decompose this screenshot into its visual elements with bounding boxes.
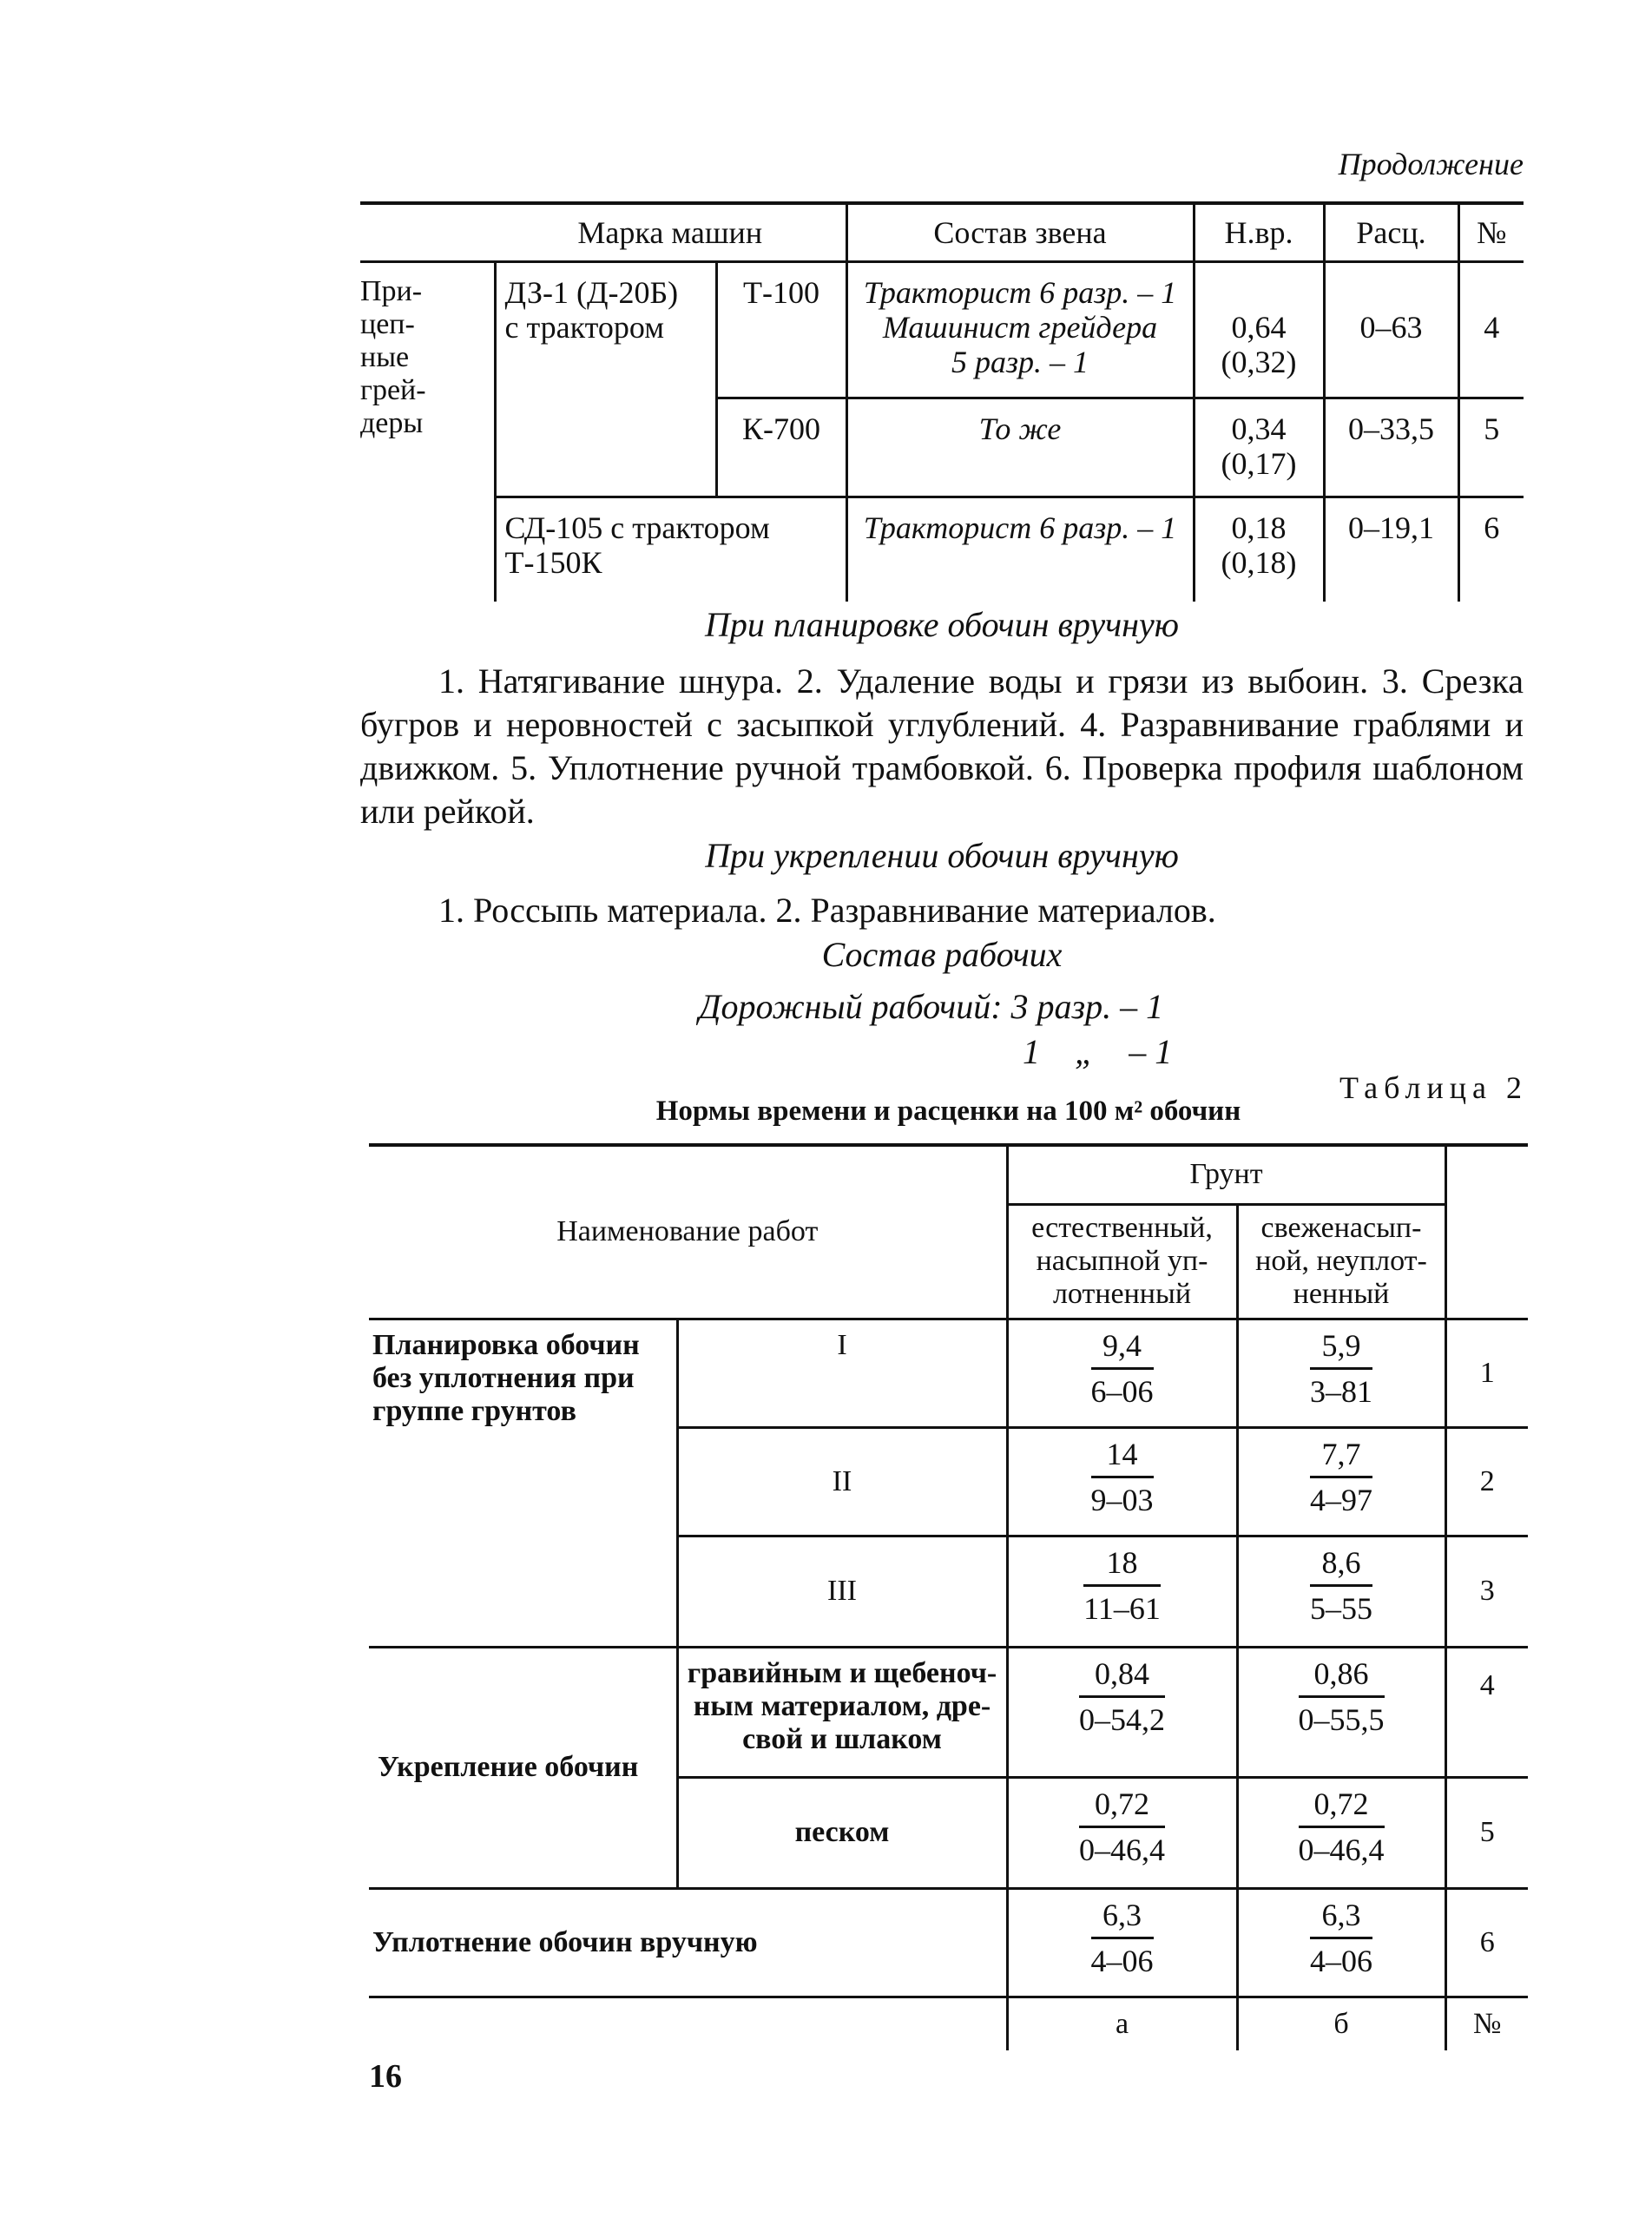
header-rate: Расц. [1324,203,1458,262]
value-natural [1007,1319,1237,1427]
group-strengthening: Укрепление обочин [369,1647,677,1888]
header-norm: Н.вр. [1194,203,1324,262]
table2-header-row [369,1145,1528,1204]
norm: 0,64 (0,32) [1194,262,1324,398]
norm-value: 5,9 [1310,1329,1372,1370]
section-text-strengthening: 1. Россыпь материала. 2. Разравнивание материалов. [438,891,1216,930]
rate-value: 9–03 [1090,1482,1154,1517]
row-number: 5 [1458,398,1524,497]
header-no-empty [1445,1145,1528,1319]
norm-value: 7,7 [1310,1438,1372,1478]
soil-group: III [677,1536,1007,1647]
norm: 0,34 (0,17) [1194,398,1324,497]
row-number: 6 [1445,1888,1528,1997]
norm-value: 0,84 [1079,1657,1165,1698]
group-label: При- цеп- ные грей- деры [360,262,495,497]
row-number: 1 [1445,1319,1528,1427]
norm-value: 6,3 [1310,1898,1372,1939]
crew: Тракторист 6 разр. – 1 [846,497,1194,602]
rate-value: 6–06 [1090,1373,1154,1409]
value-fresh [1237,1427,1445,1536]
row-number: 4 [1458,262,1524,398]
header-natural-soil: естественный, насыпной уп- лотненный [1007,1204,1237,1319]
crew-line-1: Дорожный рабочий: 3 разр. – 1 [699,987,1164,1026]
material: песком [677,1777,1007,1888]
value-natural [1007,1888,1237,1997]
table1-row [360,262,1524,398]
value-fresh [1237,1777,1445,1888]
norm-value: 18 [1083,1546,1161,1587]
table1-header-empty [360,203,495,262]
rate: 0–19,1 [1324,497,1458,602]
value-natural [1007,1427,1237,1536]
norm-value: 0,86 [1299,1657,1385,1698]
header-no: № [1458,203,1524,262]
continuation-label: Продолжение [1338,147,1524,181]
value-fresh [1237,1319,1445,1427]
soil-group: I [677,1319,1007,1427]
material: гравийным и щебеноч- ным материалом, дре- свой и шлаком [677,1647,1007,1777]
row-number: 5 [1445,1777,1528,1888]
norm-value: 0,72 [1079,1787,1165,1828]
rate-value: 0–55,5 [1298,1701,1385,1737]
norm-value: 8,6 [1310,1546,1372,1587]
footer-b: б [1237,1997,1445,2050]
footer-no: № [1445,1997,1528,2050]
rate-value: 3–81 [1310,1373,1372,1409]
table1-row [360,497,1524,602]
machine-brand: ДЗ-1 (Д-20Б) с трактором [495,262,716,497]
rate-value: 0–46,4 [1298,1832,1385,1867]
table2-label: Таблица 2 [1339,1070,1528,1105]
header-brand: Марка машин [495,203,846,262]
norm: 0,18 (0,18) [1194,497,1324,602]
footer-a: а [1007,1997,1237,2050]
norm-value: 6,3 [1091,1898,1154,1939]
machines-table [360,201,1524,602]
norms-table [369,1143,1528,2050]
norm-value: 14 [1091,1438,1154,1478]
header-fresh-soil: свеженасып- ной, неуплот- ненный [1237,1204,1445,1319]
tractor: Т-100 [716,262,846,398]
group-empty [360,497,495,602]
rate: 0–63 [1324,262,1458,398]
value-natural [1007,1536,1237,1647]
value-fresh [1237,1536,1445,1647]
section-title-planning: При планировке обочин вручную [705,605,1179,644]
crew: То же [846,398,1194,497]
header-soil: Грунт [1007,1145,1445,1204]
footer-empty [369,1997,1007,2050]
row-number: 3 [1445,1536,1528,1647]
group-planning: Планировка обочин без уплотнения при группе грунтов [369,1319,677,1647]
value-fresh [1237,1647,1445,1777]
section-text-planning: 1. Натягивание шнура. 2. Удаление воды и грязи из выбоин. 3. Срезка бугров и неровностей с засыпкой углублений. 4. Разравнивание граблями и движком. 5. Уплотнение ручной трамбовкой. 6. Проверка профиля шаблоном или рейкой. [360,661,1524,831]
table-row [369,1319,1528,1427]
rate-value: 0–46,4 [1079,1832,1165,1867]
group-compaction: Уплотнение обочин вручную [369,1888,1007,1997]
rate-value: 4–06 [1090,1943,1154,1978]
rate-value: 0–54,2 [1079,1701,1165,1737]
tractor: К-700 [716,398,846,497]
table-row [369,1888,1528,1997]
table-row [369,1647,1528,1777]
crew: Тракторист 6 разр. – 1 Машинист грейдера 5 разр. – 1 [846,262,1194,398]
value-natural [1007,1647,1237,1777]
machine-brand: СД-105 с трактором Т-150К [495,497,846,602]
row-number: 4 [1445,1647,1528,1777]
crew-line-2: 1 „ – 1 [1023,1032,1173,1071]
rate-value: 4–06 [1310,1943,1372,1978]
table2-footer-row [369,1997,1528,2050]
rate-value: 5–55 [1310,1590,1372,1626]
crew-title: Состав рабочих [821,935,1063,974]
value-natural [1007,1777,1237,1888]
table1-header-row [360,203,1524,262]
table2-caption: Нормы времени и расценки на 100 м² обочин [655,1096,1241,1127]
soil-group: II [677,1427,1007,1536]
rate-value: 11–61 [1083,1590,1161,1626]
page-number: 16 [369,2058,402,2095]
header-crew: Состав звена [846,203,1194,262]
row-number: 6 [1458,497,1524,602]
header-work: Наименование работ [369,1145,1007,1319]
rate-value: 4–97 [1310,1482,1372,1517]
value-fresh [1237,1888,1445,1997]
rate: 0–33,5 [1324,398,1458,497]
row-number: 2 [1445,1427,1528,1536]
section-title-strengthening: При укреплении обочин вручную [705,836,1179,875]
norm-value: 0,72 [1299,1787,1385,1828]
norm-value: 9,4 [1091,1329,1154,1370]
